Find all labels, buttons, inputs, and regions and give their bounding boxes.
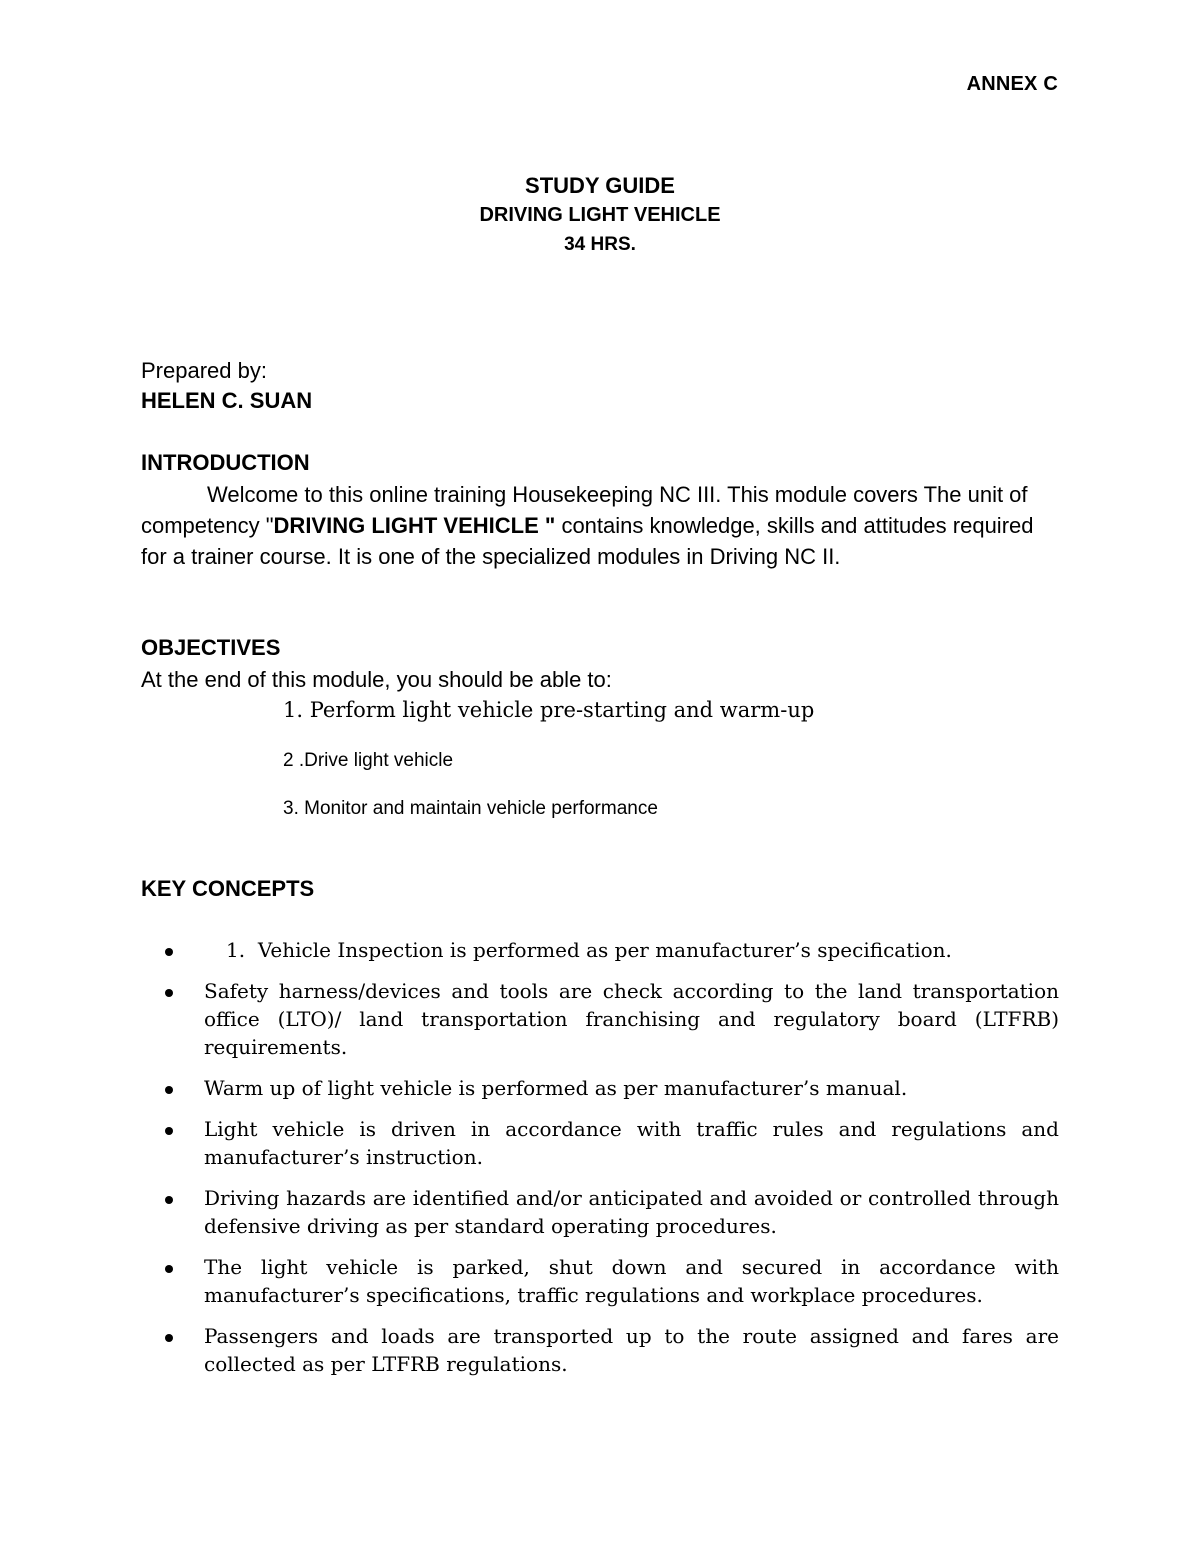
prepared-by-label: Prepared by: (141, 358, 267, 383)
list-item-text: Warm up of light vehicle is performed as per manufacturer’s manual. (204, 1076, 908, 1100)
objective-item: 1. Perform light vehicle pre-starting and warm-up (283, 698, 815, 722)
annex-label: ANNEX C (966, 73, 1058, 95)
list-item (161, 1115, 1059, 1171)
list-item-text: Driving hazards are identified and/or anticipated and avoided or controlled through defensive driving as per standard operating procedures. (204, 1186, 1059, 1238)
introduction-heading: INTRODUCTION (141, 450, 310, 475)
objectives-heading: OBJECTIVES (141, 635, 281, 660)
bullet-icon (165, 1086, 173, 1094)
list-item (161, 1184, 1059, 1240)
intro-text-part1: Welcome to this online training Housekeeping NC III. This module covers The unit of competency " (141, 482, 1028, 538)
list-item-text: Light vehicle is driven in accordance with traffic rules and regulations and manufacturer’s instruction. (204, 1117, 1059, 1169)
objective-item: 2 .Drive light vehicle (283, 750, 454, 771)
doc-hours: 34 HRS. (564, 234, 636, 255)
list-item-text: Vehicle Inspection is performed as per manufacturer’s specification. (257, 938, 952, 962)
list-item (161, 936, 1059, 964)
list-item (161, 1322, 1059, 1378)
bullet-icon (165, 1334, 173, 1342)
list-item-text: Passengers and loads are transported up to the route assigned and fares are collected as per LTFRB regulations. (204, 1324, 1059, 1376)
bullet-icon (165, 948, 173, 956)
objectives-lead: At the end of this module, you should be able to: (141, 667, 612, 692)
key-concepts-list (161, 936, 1059, 1391)
intro-text-part2: contains knowledge, skills and attitudes required for a trainer course. It is one of the specialized modules in Driving NC II. (141, 513, 1034, 569)
list-item-text: Safety harness/devices and tools are check according to the land transportation office (LTO)/ land transportation franchising and regulatory board (LTFRB) requirements. (204, 979, 1059, 1059)
list-item (161, 977, 1059, 1061)
list-item (161, 1253, 1059, 1309)
title-block (0, 172, 1200, 260)
bullet-icon (165, 1196, 173, 1204)
bullet-icon (165, 989, 173, 997)
bullet-icon (165, 1265, 173, 1273)
doc-subtitle: DRIVING LIGHT VEHICLE (479, 204, 721, 226)
first-item-number: 1. (226, 938, 246, 962)
bullet-icon (165, 1127, 173, 1135)
list-item (161, 1074, 1059, 1102)
key-concepts-heading: KEY CONCEPTS (141, 876, 315, 901)
list-item-text: The light vehicle is parked, shut down and secured in accordance with manufacturer’s specifications, traffic regulations and workplace procedures. (204, 1255, 1059, 1307)
doc-title: STUDY GUIDE (525, 173, 675, 198)
introduction-paragraph (141, 479, 1059, 572)
intro-text-bold: DRIVING LIGHT VEHICLE " (273, 513, 556, 538)
objective-item: 3. Monitor and maintain vehicle performance (283, 798, 658, 819)
author-name: HELEN C. SUAN (141, 388, 313, 413)
